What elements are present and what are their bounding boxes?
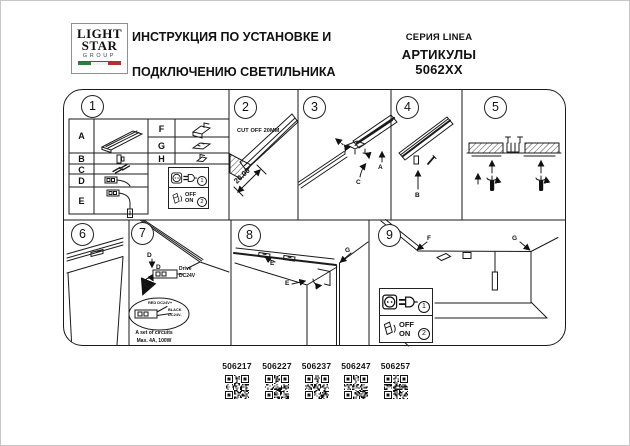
series-block	[379, 32, 499, 77]
article-item	[376, 361, 416, 399]
cut-off-note: CUT OFF 20MM	[237, 128, 280, 134]
article-number: 506217	[222, 361, 252, 371]
power-legend-box-large	[379, 288, 433, 343]
title-line1: ИНСТРУКЦИЯ ПО УСТАНОВКЕ И	[132, 30, 332, 44]
lightstar-logo	[71, 23, 128, 74]
socket-plug-icon	[382, 294, 419, 310]
wire-black-label-line1: BLACK	[168, 306, 182, 312]
panel-2-number: 2	[234, 96, 257, 119]
driver-label-line2: DC24V	[179, 273, 196, 279]
panel-1-number: 1	[81, 95, 104, 118]
article-item	[297, 361, 337, 399]
diagram-frame	[64, 90, 566, 346]
driver-label-line1: Drive	[179, 266, 192, 272]
wire-red-label: RED DC24V+	[148, 300, 173, 305]
panel-7-number: 7	[131, 222, 154, 245]
part-d-icon	[105, 177, 130, 186]
panel8-label-e2: E	[285, 280, 290, 287]
panel-8-number: 8	[238, 224, 261, 247]
panel-5-number: 5	[484, 96, 507, 119]
panel5-drawing	[467, 137, 561, 191]
qr-code	[344, 375, 368, 399]
panel-4-number: 4	[396, 96, 419, 119]
off-label: OFF	[399, 319, 414, 329]
panel8-label-e1: E	[270, 260, 275, 267]
panel7-label-d-bottom: D	[156, 264, 161, 271]
title-line2: ПОДКЛЮЧЕНИЮ СВЕТИЛЬНИКА	[132, 65, 336, 79]
plug-step-row	[380, 289, 432, 316]
article-number: 506227	[262, 361, 292, 371]
panel8-drawing	[234, 242, 368, 345]
panel3-drawing	[298, 115, 397, 188]
screwdriver-icon	[487, 161, 497, 191]
part-e-icon	[107, 190, 133, 218]
onoff-text	[185, 192, 196, 205]
switch-step-row	[169, 188, 208, 208]
article-number: 506257	[380, 361, 411, 371]
panel4-label-b: B	[415, 192, 420, 199]
on-label: ON	[185, 198, 194, 204]
switch-step-row	[380, 316, 432, 343]
panel3-label-a: A	[378, 164, 383, 171]
panel9-label-f: F	[427, 235, 431, 242]
logo-line1: LIGHT	[76, 26, 123, 41]
logo-line3: GROUP	[82, 52, 117, 59]
step-1-badge: 1	[418, 301, 430, 313]
logo-flag-stripe	[78, 61, 121, 66]
power-legend-box-small	[168, 167, 209, 209]
part-letter-f: F	[158, 124, 165, 134]
socket-plug-icon	[171, 172, 198, 184]
panel-6-number: 6	[71, 223, 94, 246]
panel-9-number: 9	[378, 224, 401, 247]
document-title	[132, 29, 336, 82]
part-letter-d: D	[78, 176, 85, 186]
panel6-drawing	[67, 238, 123, 345]
part-letter-e: E	[78, 196, 85, 206]
article-item	[217, 361, 257, 399]
step-1-badge: 1	[197, 176, 207, 186]
onoff-text	[399, 320, 414, 338]
circuits-note-line2: Max. 4A, 100W	[136, 337, 172, 344]
panel8-label-g: G	[345, 247, 351, 254]
panel2-drawing	[230, 114, 298, 196]
panel7-label-d-top: D	[147, 252, 152, 259]
qr-code	[225, 375, 249, 399]
article-number: 506237	[301, 361, 332, 371]
circuits-note-line1: A set of circuits	[135, 330, 173, 336]
plug-step-row	[169, 168, 208, 188]
part-letter-h: H	[158, 154, 165, 164]
on-label: ON	[399, 328, 411, 338]
off-label: OFF	[185, 191, 197, 198]
part-c-icon	[113, 165, 130, 174]
qr-code	[265, 375, 289, 399]
part-letter-a: A	[78, 131, 85, 141]
part-f-icon	[193, 123, 210, 138]
panel4-drawing	[399, 117, 453, 189]
part-letter-b: B	[78, 154, 85, 164]
articles-label: АРТИКУЛЫ 5062XX	[401, 47, 477, 77]
article-item	[336, 361, 376, 399]
step-2-badge: 2	[197, 197, 207, 207]
qr-code	[305, 375, 329, 399]
switch-icon	[171, 191, 183, 206]
switch-icon	[382, 319, 397, 338]
part-letter-c: C	[78, 165, 85, 175]
article-number: 506247	[341, 361, 371, 371]
part-letter-g: G	[157, 141, 165, 151]
wire-black-label-line2: DC24V-	[168, 311, 182, 317]
series-label: СЕРИЯ LINEA	[405, 32, 473, 43]
logo-line2: STAR	[81, 37, 118, 53]
screwdriver-icon	[536, 161, 546, 191]
panel3-label-c: C	[356, 179, 361, 186]
part-a-icon	[102, 131, 142, 153]
article-item	[257, 361, 297, 399]
qr-code	[384, 375, 408, 399]
panel9-label-g: G	[512, 235, 518, 242]
part-b-icon	[117, 155, 124, 163]
panel-3-number: 3	[303, 96, 326, 119]
part-h-icon	[197, 155, 207, 162]
dimension-label: 20.00	[232, 165, 252, 186]
part-g-icon	[193, 143, 210, 149]
step-2-badge: 2	[418, 328, 430, 340]
